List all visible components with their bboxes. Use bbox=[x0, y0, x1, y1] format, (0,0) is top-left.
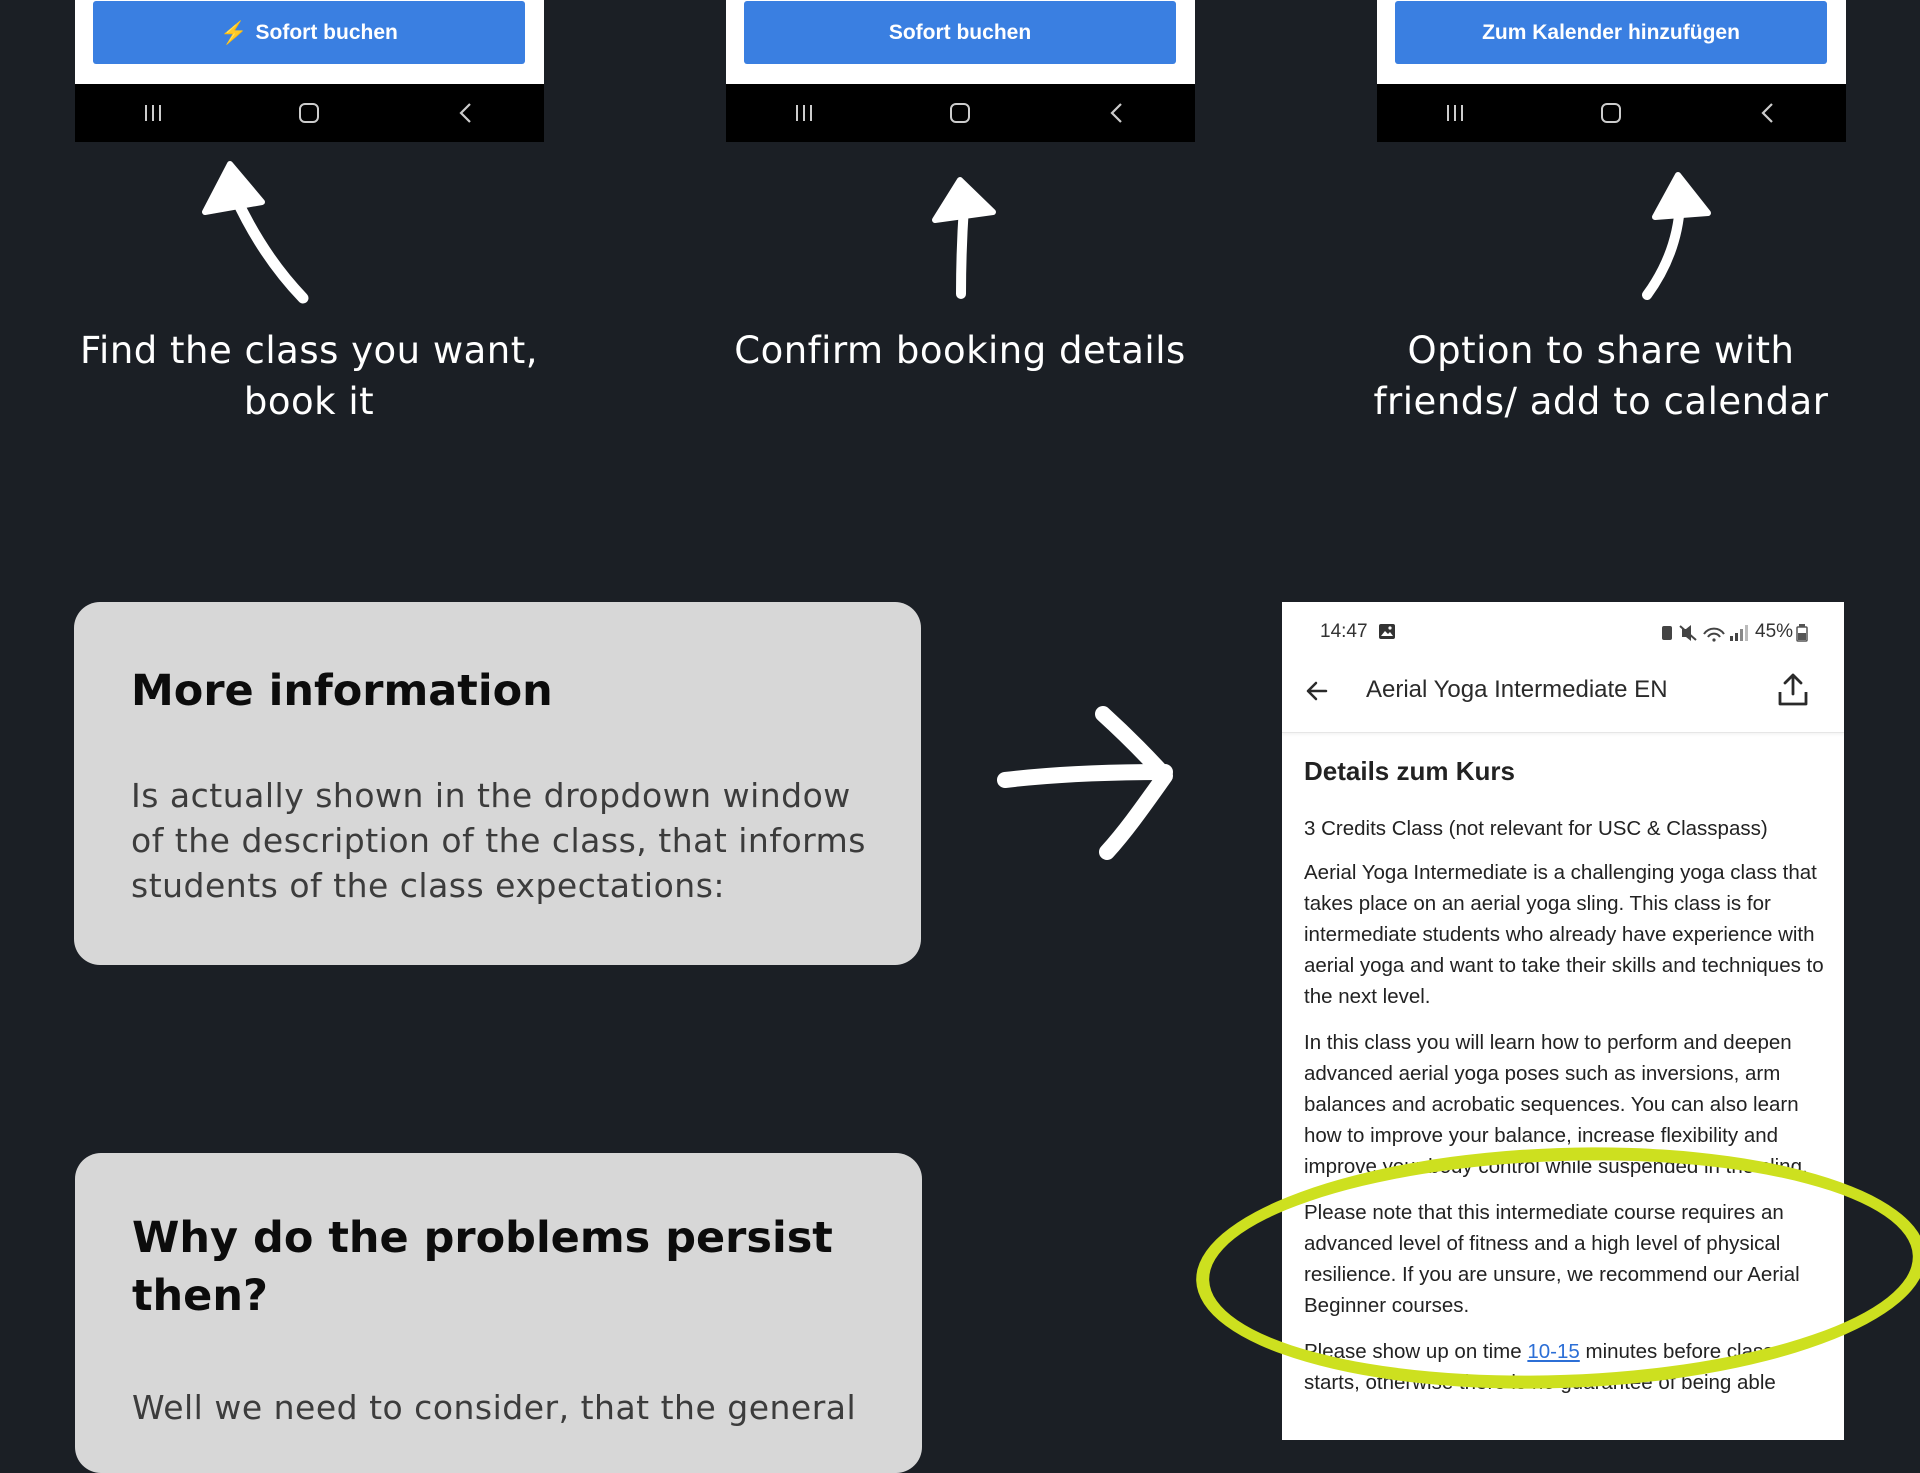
battery-icon bbox=[1796, 624, 1808, 648]
step-2-caption: Confirm booking details bbox=[734, 329, 1186, 372]
add-to-calendar-label: Zum Kalender hinzufügen bbox=[1482, 20, 1740, 44]
home-icon[interactable] bbox=[289, 98, 329, 128]
arrow-up-icon bbox=[920, 170, 1000, 305]
minutes-link[interactable]: 10-15 bbox=[1527, 1340, 1580, 1363]
android-nav-bar bbox=[75, 84, 544, 142]
confirm-booking-label: Sofort buchen bbox=[888, 20, 1032, 44]
battery-percentage: 45% bbox=[1755, 621, 1794, 642]
status-bar bbox=[1282, 602, 1844, 662]
status-icons bbox=[1660, 624, 1750, 648]
description-paragraph-1: Aerial Yoga Intermediate is a challenging yoga class that takes place on an aerial yoga sling. This class is for intermediate students who already have experience with aerial yoga and want to take their skills and techniques to the next level. bbox=[1304, 861, 1824, 1008]
problems-persist-card bbox=[75, 1153, 922, 1473]
phone-fragment-booking bbox=[75, 0, 544, 142]
share-icon[interactable] bbox=[1776, 672, 1810, 712]
description-paragraph-3: Please note that this intermediate course requires an advanced level of fitness and a high level of physical resilience. If you are unsure, we recommend our Aerial Beginner courses. bbox=[1304, 1201, 1800, 1317]
description-paragraph-4 bbox=[1304, 1336, 1826, 1398]
confirm-booking-button[interactable] bbox=[744, 1, 1176, 64]
step-1-caption: Find the class you want, book it bbox=[79, 329, 539, 423]
back-icon[interactable] bbox=[446, 98, 486, 128]
status-time: 14:47 bbox=[1320, 621, 1368, 642]
arrow-right-icon bbox=[995, 700, 1185, 870]
phone-fragment-confirm bbox=[726, 0, 1195, 142]
home-icon[interactable] bbox=[1591, 98, 1631, 128]
more-information-card bbox=[74, 602, 921, 965]
card-title: Why do the problems persist then? bbox=[132, 1213, 833, 1321]
card-title: More information bbox=[131, 666, 553, 716]
paragraph-4-text-start: Please show up on time bbox=[1304, 1340, 1528, 1363]
app-bar bbox=[1282, 662, 1844, 733]
back-icon[interactable] bbox=[1097, 98, 1137, 128]
lightning-bolt-icon: ⚡ bbox=[220, 19, 248, 45]
add-to-calendar-button[interactable] bbox=[1395, 1, 1827, 64]
app-bar-title: Aerial Yoga Intermediate EN bbox=[1366, 676, 1668, 703]
book-now-button[interactable] bbox=[93, 1, 525, 64]
credits-line: 3 Credits Class (not relevant for USC & Classpass) bbox=[1304, 817, 1768, 840]
android-nav-bar bbox=[726, 84, 1195, 142]
paragraph-4-text-end: minutes before class starts, otherwise there is no guarantee of being able bbox=[1304, 1340, 1776, 1394]
section-title: Details zum Kurs bbox=[1304, 756, 1515, 786]
recent-apps-icon[interactable] bbox=[133, 98, 173, 128]
home-icon[interactable] bbox=[940, 98, 980, 128]
description-paragraph-2: In this class you will learn how to perform and deepen advanced aerial yoga poses such as inversions, arm balances and acrobatic sequences. You can also learn how to improve your balance, increase flexibility and improve your body control while suspended in the sling. bbox=[1304, 1031, 1808, 1178]
gallery-notification-icon bbox=[1378, 623, 1396, 646]
android-nav-bar bbox=[1377, 84, 1846, 142]
phone-fragment-calendar bbox=[1377, 0, 1846, 142]
class-details-content bbox=[1304, 756, 1826, 1413]
card-body: Well we need to consider, that the general bbox=[132, 1388, 857, 1427]
back-arrow-icon[interactable] bbox=[1302, 676, 1332, 710]
recent-apps-icon[interactable] bbox=[784, 98, 824, 128]
class-details-screenshot bbox=[1282, 602, 1844, 1440]
arrow-up-right-icon bbox=[1620, 165, 1720, 310]
arrow-up-left-icon bbox=[190, 150, 330, 310]
recent-apps-icon[interactable] bbox=[1435, 98, 1475, 128]
card-body: Is actually shown in the dropdown window of the description of the class, that informs students of the class expectations: bbox=[131, 776, 866, 905]
back-icon[interactable] bbox=[1748, 98, 1788, 128]
book-now-label: Sofort buchen bbox=[255, 20, 398, 44]
step-3-caption: Option to share with friends/ add to calendar bbox=[1373, 329, 1829, 423]
